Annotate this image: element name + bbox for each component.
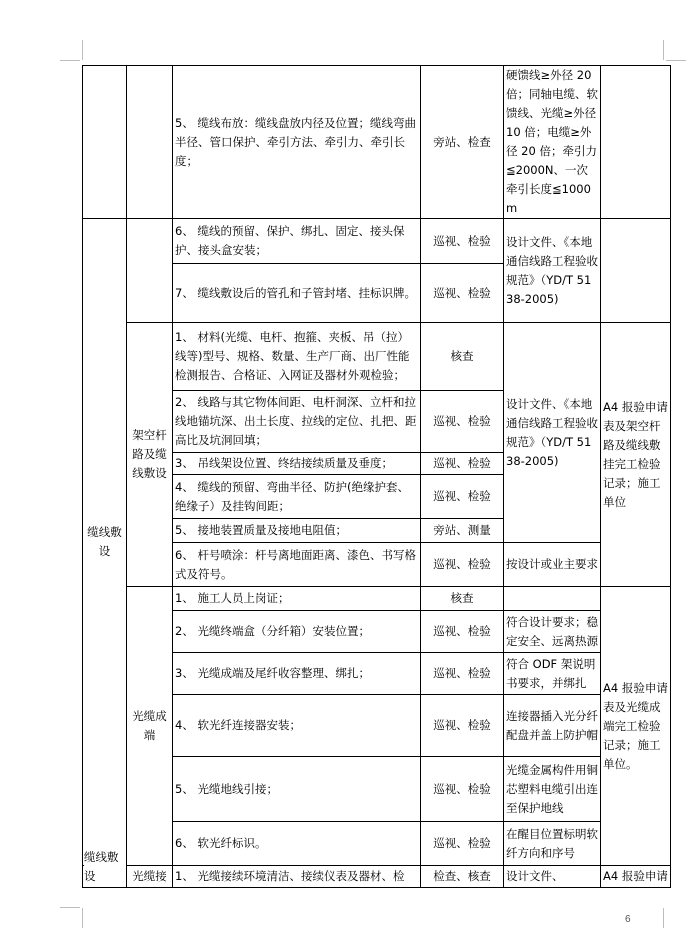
category-cell: 光缆成端 bbox=[127, 587, 173, 866]
method-cell: 核查 bbox=[421, 587, 504, 611]
basis-cell: 设计文件、 bbox=[504, 866, 601, 888]
category-cell-empty bbox=[127, 219, 173, 323]
method-cell: 核查 bbox=[421, 323, 504, 391]
item-cell: 2、 线路与其它物体间距、电杆洞深、立杆和拉线地锚坑深、出土长度、拉线的定位、扎把、距高比及坑洞回填； bbox=[173, 391, 421, 453]
basis-cell: 设计文件、《本地通信线路工程验收规范》（YD/T 5138-2005) bbox=[504, 219, 601, 323]
category-cell-empty bbox=[127, 66, 173, 219]
basis-cell: 设计文件、《本地通信线路工程验收规范》（YD/T 5138-2005) bbox=[504, 323, 601, 543]
item-cell: 2、 光缆终端盒（分纤箱）安装位置； bbox=[173, 611, 421, 653]
method-cell: 巡视、检验 bbox=[421, 475, 504, 519]
item-cell: 5、 光缆地线引接； bbox=[173, 757, 421, 822]
category-cell: 架空杆路及缆线敷设 bbox=[127, 323, 173, 587]
item-cell: 6、 缆线的预留、保护、绑扎、固定、接头保护、接头盒安装； bbox=[173, 219, 421, 264]
basis-cell-empty bbox=[504, 587, 601, 611]
major-category-cell: 缆线敷设 bbox=[83, 219, 127, 866]
method-cell: 巡视、检验 bbox=[421, 391, 504, 453]
item-cell: 1、 光缆接续环境清洁、接续仪表及器材、检 bbox=[173, 866, 421, 888]
method-cell: 巡视、检验 bbox=[421, 543, 504, 587]
table-row bbox=[83, 323, 671, 391]
major-category-label-2: 缆线敷设 bbox=[84, 848, 126, 886]
method-cell: 巡视、检验 bbox=[421, 757, 504, 822]
table-row bbox=[83, 587, 671, 611]
crop-mark-bottom-left-vertical bbox=[82, 908, 83, 928]
record-cell-empty bbox=[601, 219, 671, 323]
basis-cell: 符合 ODF 架说明书要求，并绑扎 bbox=[504, 653, 601, 695]
item-cell: 7、 缆线敷设后的管孔和子管封堵、挂标识牌。 bbox=[173, 264, 421, 323]
method-cell: 巡视、检验 bbox=[421, 653, 504, 695]
table-row bbox=[83, 66, 671, 219]
basis-cell: 在醒目位置标明软纤方向和序号 bbox=[504, 822, 601, 866]
crop-mark-bottom-right-vertical bbox=[663, 908, 664, 928]
method-cell: 巡视、检验 bbox=[421, 822, 504, 866]
item-cell: 4、 软光纤连接器安装； bbox=[173, 695, 421, 757]
record-cell-empty bbox=[601, 66, 671, 219]
table-row bbox=[83, 866, 671, 888]
record-cell: A4 报验申请 bbox=[601, 866, 671, 888]
major-category-cell-empty bbox=[83, 66, 127, 219]
category-cell: 光缆接 bbox=[127, 866, 173, 888]
basis-cell: 光缆金属构件用铜芯塑料电缆引出连至保护地线 bbox=[504, 757, 601, 822]
record-cell: A4 报验申请表及架空杆路及缆线敷挂完工检验记录；施工单位 bbox=[601, 323, 671, 587]
item-cell: 3、 吊线架设位置、终结接续质量及垂度； bbox=[173, 453, 421, 475]
crop-mark-top-left-vertical bbox=[82, 40, 83, 60]
item-cell: 1、 施工人员上岗证； bbox=[173, 587, 421, 611]
method-cell: 巡视、检验 bbox=[421, 453, 504, 475]
item-cell: 6、 软光纤标识。 bbox=[173, 822, 421, 866]
item-cell: 6、 杆号喷涂：杆号离地面距离、漆色、书写格式及符号。 bbox=[173, 543, 421, 587]
crop-mark-top-right-vertical bbox=[663, 40, 664, 60]
method-cell: 旁站、检查 bbox=[421, 66, 504, 219]
crop-mark-top-left-horizontal bbox=[60, 60, 80, 61]
basis-cell: 连接器插入光分纤配盘并盖上防护帽 bbox=[504, 695, 601, 757]
page-number: 6 bbox=[625, 914, 631, 925]
item-cell: 5、 缆线布放：缆线盘放内径及位置；缆线弯曲半径、管口保护、牵引方法、牵引力、牵引长度； bbox=[173, 66, 421, 219]
method-cell: 旁站、测量 bbox=[421, 519, 504, 543]
method-cell: 巡视、检验 bbox=[421, 219, 504, 264]
crop-mark-top-right-horizontal bbox=[666, 60, 686, 61]
item-cell: 3、 光缆成端及尾纤收容整理、绑扎； bbox=[173, 653, 421, 695]
record-cell: A4 报验申请表及光缆成端完工检验记录；施工单位。 bbox=[601, 587, 671, 866]
method-cell: 巡视、检验 bbox=[421, 695, 504, 757]
basis-cell: 硬馈线≥外径 20 倍；同轴电缆、软馈线、光缆≥外径 10 倍；电缆≥外径 20 倍；牵引力≦2000N、一次牵引长度≦1000m bbox=[504, 66, 601, 219]
basis-cell: 按设计或业主要求 bbox=[504, 543, 601, 587]
item-cell: 4、 缆线的预留、弯曲半径、防护(绝缘护套、绝缘子）及挂钩间距； bbox=[173, 475, 421, 519]
inspection-table bbox=[82, 65, 671, 888]
method-cell: 检查、核查 bbox=[421, 866, 504, 888]
basis-cell: 符合设计要求；稳定安全、远离热源 bbox=[504, 611, 601, 653]
method-cell: 巡视、检验 bbox=[421, 611, 504, 653]
table-row bbox=[83, 219, 671, 264]
item-cell: 5、 接地装置质量及接地电阻值； bbox=[173, 519, 421, 543]
method-cell: 巡视、检验 bbox=[421, 264, 504, 323]
crop-mark-bottom-left-horizontal bbox=[60, 907, 80, 908]
item-cell: 1、 材料(光缆、电杆、抱箍、夹板、吊（拉）线等)型号、规格、数量、生产厂商、出厂性能检测报告、合格证、入网证及器材外观检验； bbox=[173, 323, 421, 391]
